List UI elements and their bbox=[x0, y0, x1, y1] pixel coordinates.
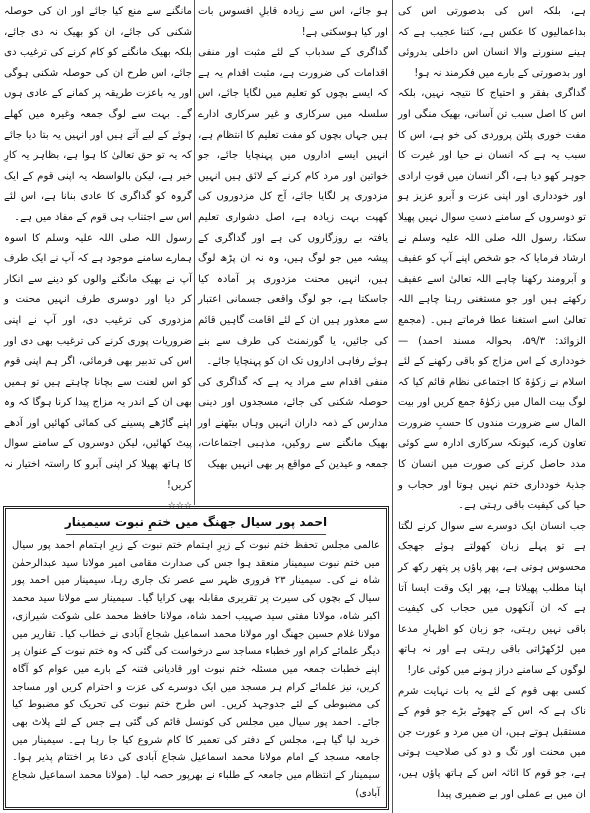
column-divider bbox=[194, 0, 195, 505]
paragraph: عالمی مجلس تحفظ ختم نبوت کے زیرِ اہتمام ختم نبوت کے زیرِ اہتمام احمد پور سیال میں ختم نبوت سیمینار منعقد ہوا جس کی صدارت مقامی امیر مولانا سید عبدالرحمٰن شاہ نے کی۔ سیمینار ۲۳ فروری ظہر سے عصر تک جاری رہا، سیمینار میں احمد پور سیال کے بچوں کی سیرت پر تقریری مقابلہ بھی کرایا گیا۔ سیمینار سے مولانا سید محمد اکبر شاہ، مولانا مفتی سید صہیب احمد شاہ، مولانا حافظ محمد علی شوکت شیرازی، مولانا غلام حسین جھنگ اور مولانا محمد اسماعیل شجاع آبادی نے خطاب کیا۔ تقاریر میں دیگر علمائے کرام اور خطباء مساجد سے درخواست کی گئی کہ وہ ختم نبوت کے عنوان پر اپنے خطبات جمعہ میں مسئلہ ختم نبوت اور قادیانی فتنہ کے بارے میں عوام کو آگاہ کریں، نیز علمائے کرام ہر مسجد میں ایک دوسرے کی عزت و احترام کریں اور مساجد کی مضبوطی کے لئے جدوجہد کریں۔ اس طرح ختم نبوت کی تحریک کو مضبوط کیا جائے۔ احمد پور سیال میں مجلس کی کونسل قائم کی گئی ہے جس کے لئے پلاٹ بھی خرید لیا گیا ہے، مجلس کے دفتر کی تعمیر کا کام شروع کیا جا رہا ہے۔ سیمینار میں جامعہ مسجد کے امام مولانا محمد اسماعیل شجاع آبادی کی دعا پر اختتام پذیر ہوا۔ سیمینار کے انتظام میں جامعہ کے طلباء نے بھرپور حصہ لیا۔ (مولانا محمد اسماعیل شجاع آبادی) bbox=[12, 540, 381, 799]
paragraph: ہے، بلکہ اس کی بدصورتی اس کی بداعمالیوں کا عکس ہے، کتنا عجیب ہے کہ ہینے سنورنے والا انسان اس داخلی بدروئی اور بدصورتی کے بارے میں فکرمند نہ ہو! bbox=[398, 6, 586, 79]
paragraph: گداگری بفقر و احتیاج کا نتیجہ نہیں، بلکہ اس کا اصل سبب تن آسانی، بھیک منگی اور مفت خوری پلٹن پروردی کی خو ہے، اس کا سبب یہ ہے کہ انسان نے حیا اور غیرت کا جوہر کھو دیا ہے، اگر انسان میں قوتِ ارادی اور خودداری اور اپنی عزت و آبرو عزیز ہو تو دوسروں کے سامنے دستِ سوال نہیں پھیلا سکتا، رسول اللہ صلی اللہ علیہ وسلم نے ارشاد فرمایا کہ جو شخص اپنے آپ کو عفیف و آبرومند رکھنا چاہے اللہ تعالیٰ اسے عفیف رکھتے ہیں اور جو مستغنی رہنا چاہے اللہ تعالیٰ اسے استغنا عطا فرماتے ہیں۔ (مجمع الزوائد: ۵۹/۳، بحوالہ مسند احمد) — خودداری کے اس مزاج کو باقی رکھنے کے لئے اسلام نے زکوٰۃ کا اجتماعی نظام قائم کیا کہ لوگ بیت المال میں زکوٰۃ جمع کریں اور بیت المال سے ضرورت مندوں کا حسبِ ضرورت تعاون کرے، کیونکہ سرکاری ادارہ سے کوئی مدد حاصل کرنے کی صورت میں انسان کا جذبۂ خودداری ختم نہیں ہوتا اور حجاب و حیا کی کیفیت باقی رہتی ہے۔ bbox=[398, 88, 586, 512]
paragraph: مانگنے سے منع کیا جائے اور ان کی حوصلہ شکنی کی جائے، ان کو بھیک نہ دی جائے، بلکہ بھیک مانگنے کو کام کرنے کی ترغیب دی جائے، اس طرح ان کی حوصلہ شکنی ہوگی اور یہ باعزت طریقہ پر کمانے کے عادی ہوں گے۔ بہت سے لوگ جمعہ وغیرہ میں کھلے ہوئے کے لیے آتے ہیں اور انہیں یہ بتا دیا جائے کہ یہ تو حق تعالیٰ کا ہوا ہے، بظاہر یہ کارِ خیر ہے، لیکن بالواسطہ یہ اپنی قوم کے ایک گروہ کو گداگری کا عادی بنانا ہے، اس لئے اس سے اجتناب ہی قوم کے مفاد میں ہے۔ bbox=[4, 6, 192, 223]
paragraph: منفی اقدام سے مراد یہ ہے کہ گداگری کی حوصلہ شکنی کی جائے، مسجدوں اور دینی مدارس کے ذمہ داران انہیں وہاں بیٹھنے اور بھیک مانگنے سے روکیں، مذہبی اجتماعات، جمعہ و عیدین کے مواقع پر بھی انہیں بھیک bbox=[198, 376, 388, 471]
column-divider bbox=[392, 0, 393, 813]
article-column-middle bbox=[198, 2, 388, 506]
article-column-right bbox=[398, 2, 586, 810]
end-mark: ☆☆☆ bbox=[167, 501, 192, 512]
news-box-body bbox=[12, 537, 380, 807]
paragraph: ہو جائے، اس سے زیادہ قابلِ افسوس بات اور کیا ہوسکتی ہے! bbox=[198, 6, 388, 38]
paragraph: کسی بھی قوم کے لئے یہ بات نہایت شرم ناک ہے کہ اس کے چھوٹے بڑے جو قوم کے مستقبل ہوتے ہیں، ان میں مرد و عورت جن میں محنت اور تگ و دو کی صلاحیت ہوتی ہے، جو قوم کا اثاثہ اس کے ہاتھ پاؤں ہیں، ان میں بے عملی اور بے ضمیری پیدا bbox=[398, 685, 586, 800]
paragraph: گداگری کے سدباب کے لئے مثبت اور منفی اقدامات کی ضرورت ہے، مثبت اقدام یہ ہے کہ ایسے بچوں کو تعلیم میں لگایا جائے، اس سلسلہ میں سرکاری و غیر سرکاری ادارے ہیں جہاں بچوں کو مفت تعلیم کا انتظام ہے، انہیں ایسے اداروں میں پہنچایا جائے، جو خواتین اور مرد کام کرنے کے لائق ہیں انہیں مزدوری پر لگایا جائے، آج کل مزدوروں کی کھپت بہت زیادہ ہے، اصل دشواری تعلیم یافتہ بے روزگاروں کی ہے اور گداگری کے پیشہ میں جو لوگ ہیں، وہ نہ ان پڑھ لوگ ہیں، انہیں محنت مزدوری پر آمادہ کیا جاسکتا ہے، جو لوگ واقعی جسمانی اعتبار سے معذور ہیں ان کے لئے اقامت گاہیں قائم کی جائیں، یا گورنمنٹ کی طرف سے بنے ہوئے رفاہی اداروں تک ان کو پہنچایا جائے۔ bbox=[198, 47, 388, 368]
article-column-left bbox=[4, 2, 192, 512]
news-box bbox=[3, 506, 389, 810]
news-box-title: احمد پور سیال جھنگ میں ختمِ نبوت سیمینار bbox=[64, 515, 328, 529]
title-underline bbox=[66, 534, 326, 535]
paragraph: جب انسان ایک دوسرے سے سوال کرنے لگتا ہے تو پہلے زبان کھولتے ہوئے جھجک محسوس ہوتی ہے، پھر پاؤں پر پتھر رکھ کر اپنا مطلب پھیلاتا ہے، پھر ایک وقت ایسا آتا ہے کہ ان آنکھوں میں حجاب کی کیفیت باقی نہیں رہتی، جو زبان کو اظہارِ مدعا میں لڑکھڑاتی باقی رہتی ہے اور نہ ہاتھ لوگوں کے سامنے دراز ہونے میں کوئی عار! bbox=[398, 520, 586, 676]
paragraph: رسول اللہ صلی اللہ علیہ وسلم کا اسوہ ہمارے سامنے موجود ہے کہ آپ نے ایک طرف آپ نے بھیک مانگنے والوں کو دینے سے انکار کر دیا اور دوسری طرف انہیں محنت و مزدوری کی ترغیب دی، اور آپ نے اپنی ضروریات پوری کرنے کی ترغیب بھی دی اور اس کی تدبیر بھی فرمائی، اگر ہم اپنی قوم کو اس لعنت سے بچانا چاہتے ہیں تو ہمیں بھی ان کے اندر یہ مزاج پیدا کرنا ہوگا کہ وہ اپنے گاڑھے پسینے کی کمائی کھائیں اور آدھے پیٹ کھائیں، لیکن دوسروں کے سامنے سوال کا ہاتھ پھیلا کر اپنی آبرو کا راستہ اختیار نہ کریں! bbox=[4, 232, 192, 491]
